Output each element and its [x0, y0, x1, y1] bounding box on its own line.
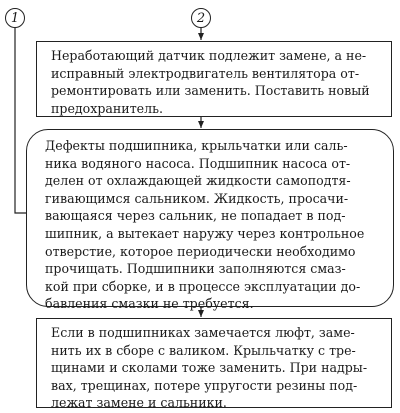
connector-1: [5, 8, 25, 28]
connector-2-label: 2: [196, 10, 206, 26]
sensor-motor-box: [36, 41, 392, 117]
bearing-replacement-text: Если в подшипниках замечается люфт, заме- нить их в сборе с валиком. Крыльчатку с тре- щинами и сколами тоже заменить. При надры- вах, трещинах, потере упругости резины под- лежат замене и сальники.: [51, 325, 368, 411]
pump-defects-text: Дефекты подшипника, крыльчатки или саль- ника водяного насоса. Подшипник насоса от- делен от охлаждающей жидкости самоподтя- гивающимся сальником. Жидкость, просачи- вающаяся через сальник, не попадает в под- шипник, а вытекает наружу через контрольное отверстие, которое периодически необходимо прочищать. Подшипники заполняются смаз- кой при сборке, и в процессе эксплуатации до- бавления смазки не требуется.: [45, 138, 365, 312]
pump-defects-box: [26, 129, 394, 312]
connector-1-label: 1: [10, 10, 20, 26]
bearing-replacement-box: [36, 318, 392, 411]
sensor-motor-text: Неработающий датчик подлежит замене, а не- исправный электродвигатель вентилятора от- ремонтировать или заменить. Поставить новый предохранитель.: [51, 48, 370, 116]
connector-2: [191, 8, 211, 28]
